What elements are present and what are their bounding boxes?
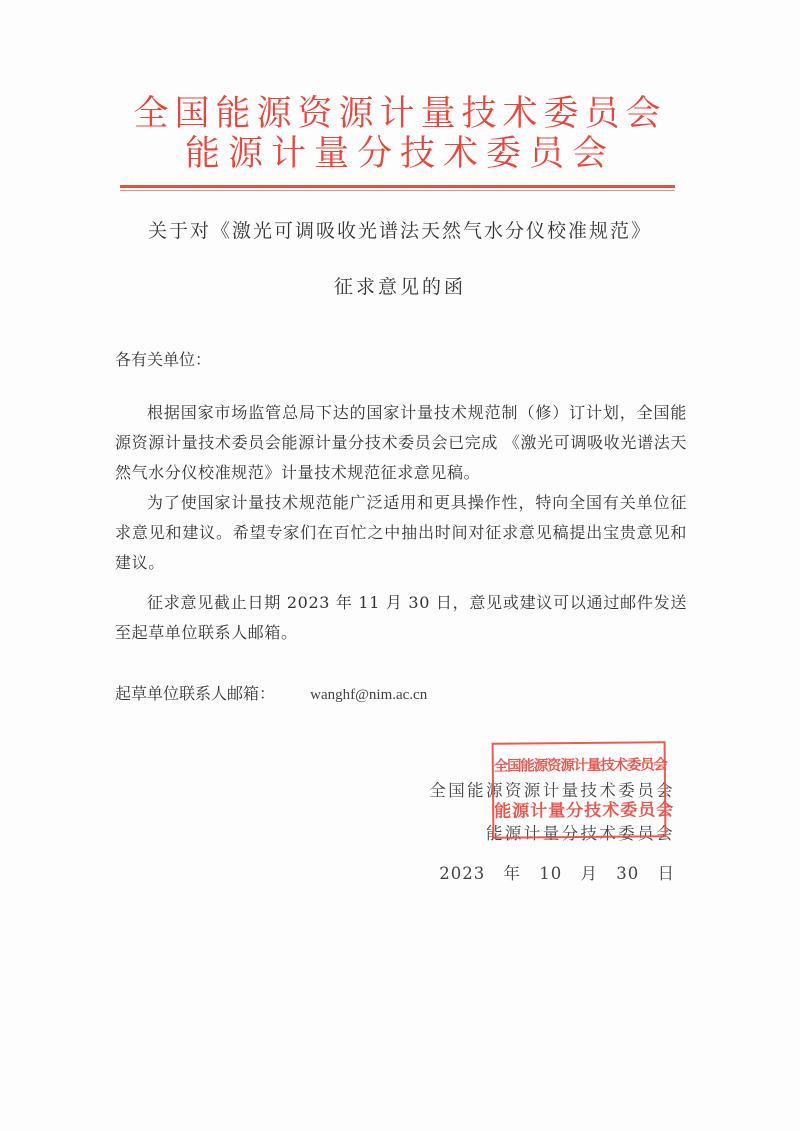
salutation: 各有关单位： bbox=[115, 350, 212, 369]
letterhead-line-2: 能源计量分技术委员会 bbox=[184, 134, 615, 174]
signature-date bbox=[439, 860, 675, 884]
document-title: 关于对《激光可调吸收光谱法天然气水分仪校准规范》 bbox=[147, 220, 652, 242]
signature-org-line-2: 能源计量分技术委员会 bbox=[486, 824, 675, 843]
body-paragraph-1: 根据国家市场监管总局下达的国家计量技术规范制（修）订计划，全国能源资源计量技术委员会能源计量分技术委员会已完成 《激光可调吸收光谱法天然气水分仪校准规范》计量技术规范征求意见稿。 bbox=[115, 403, 687, 482]
divider-thin-line bbox=[120, 190, 675, 191]
letterhead-divider bbox=[120, 185, 675, 192]
body-paragraph-2: 为了使国家计量技术规范能广泛适用和更具操作性，特向全国有关单位征求意见和建议。希望专家们在百忙之中抽出时间对征求意见稿提出宝贵意见和建议。 bbox=[115, 493, 687, 572]
divider-thick-line bbox=[120, 185, 675, 188]
date-year: 2023 bbox=[439, 864, 486, 883]
date-month: 10 bbox=[539, 864, 563, 883]
document-subtitle: 征求意见的函 bbox=[333, 276, 466, 298]
date-year-unit: 年 bbox=[503, 864, 521, 883]
official-seal-stamp bbox=[492, 741, 675, 839]
contact-label: 起草单位联系人邮箱： bbox=[115, 684, 276, 703]
signature-org-line-1: 全国能源资源计量技术委员会 bbox=[429, 781, 675, 800]
contact-email-link[interactable]: wanghf@nim.ac.cn bbox=[310, 687, 428, 703]
letterhead-line-1: 全国能源资源计量技术委员会 bbox=[133, 94, 667, 134]
date-day-unit: 日 bbox=[657, 864, 675, 883]
date-day: 30 bbox=[616, 864, 640, 883]
contact-line bbox=[115, 681, 427, 704]
seal-text-line-1: 全国能源资源计量技术委员会 bbox=[493, 757, 667, 775]
body-paragraph-3: 征求意见截止日期 2023 年 11 月 30 日，意见或建议可以通过邮件发送至起草单位联系人邮箱。 bbox=[115, 593, 687, 642]
date-month-unit: 月 bbox=[580, 864, 598, 883]
seal-text-line-2: 能源计量分技术委员会 bbox=[494, 800, 675, 822]
